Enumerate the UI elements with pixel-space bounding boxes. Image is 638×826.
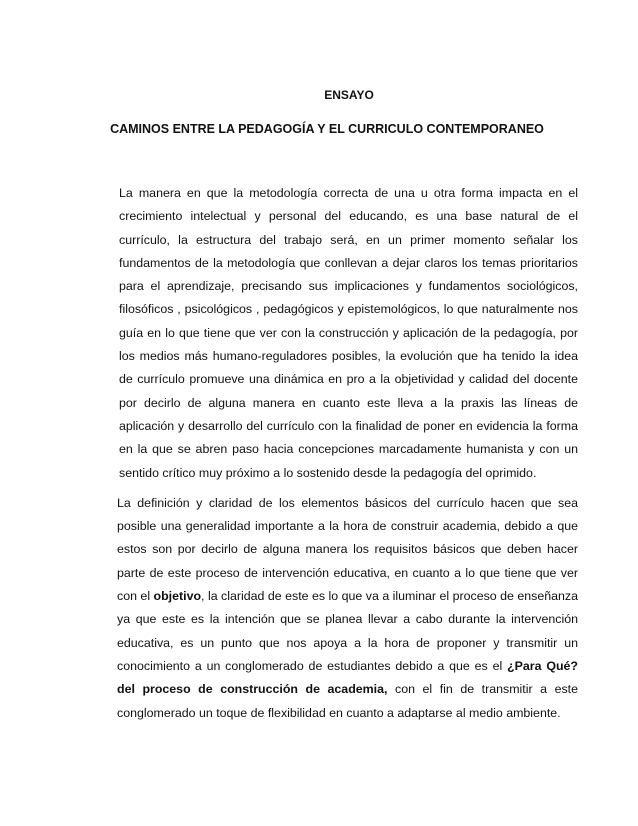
paragraph-2-text-3: con el fin de transmitir a este conglomerado un toque de flexibilidad en cuanto a adaptarse al medio ambiente. <box>117 682 579 720</box>
paragraph-1: La manera en que la metodología correcta de una u otra forma impacta en el crecimiento intelectual y personal del educando, es una base natural de el currículo, la estructura del trabajo será, en un primer momento señalar los fundamentos de la metodología que conllevan a dejar claros los temas prioritarios para el aprendizaje, precisando sus implicaciones y fundamentos sociológicos, filosóficos , psicológicos , pedagógicos y epistemológicos, lo que naturalmente nos guía en lo que tiene que ver con la construcción y aplicación de la pedagogía, por los medios más humano-reguladores posibles, la evolución que ha tenido la idea de currículo promueve una dinámica en pro a la objetividad y calidad del docente por decirlo de alguna manera en cuanto este lleva a la praxis las líneas de aplicación y desarrollo del currículo con la finalidad de poner en evidencia la forma en la que se abren paso hacia concepciones marcadamente humanista y con un sentido crítico muy próximo a lo sostenido desde la pedagogía del oprimido. <box>119 186 578 480</box>
paragraph-2-text-1: La definición y claridad de los elementos básicos del currículo hacen que sea posible una generalidad importante a la hora de construir academia, debido a que estos son por decirlo de alguna manera los requisitos básicos que deben hacer parte de este proceso de intervención educativa, en cuanto a lo que tiene que ver con el <box>117 495 578 604</box>
document-body <box>117 182 578 725</box>
document-title: CAMINOS ENTRE LA PEDAGOGÍA Y EL CURRICULO CONTEMPORANEO <box>110 122 544 136</box>
paragraph-2-bold-para-que: ¿Para Qué? del proceso de construcción de academia, <box>117 658 579 697</box>
document-label: ENSAYO <box>324 88 374 102</box>
paragraph-2-bold-objetivo: objetivo <box>153 589 202 604</box>
paragraph-2-text-2: , la claridad de este es lo que va a iluminar el proceso de enseñanza ya que este es la intención que se planea llevar a cabo durante la intervención educativa, es un punto que nos apoya a la hora de proponer y transmitir un conocimiento a un conglomerado de estudiantes debido a que es el <box>117 589 578 673</box>
paragraph-2 <box>117 492 578 725</box>
